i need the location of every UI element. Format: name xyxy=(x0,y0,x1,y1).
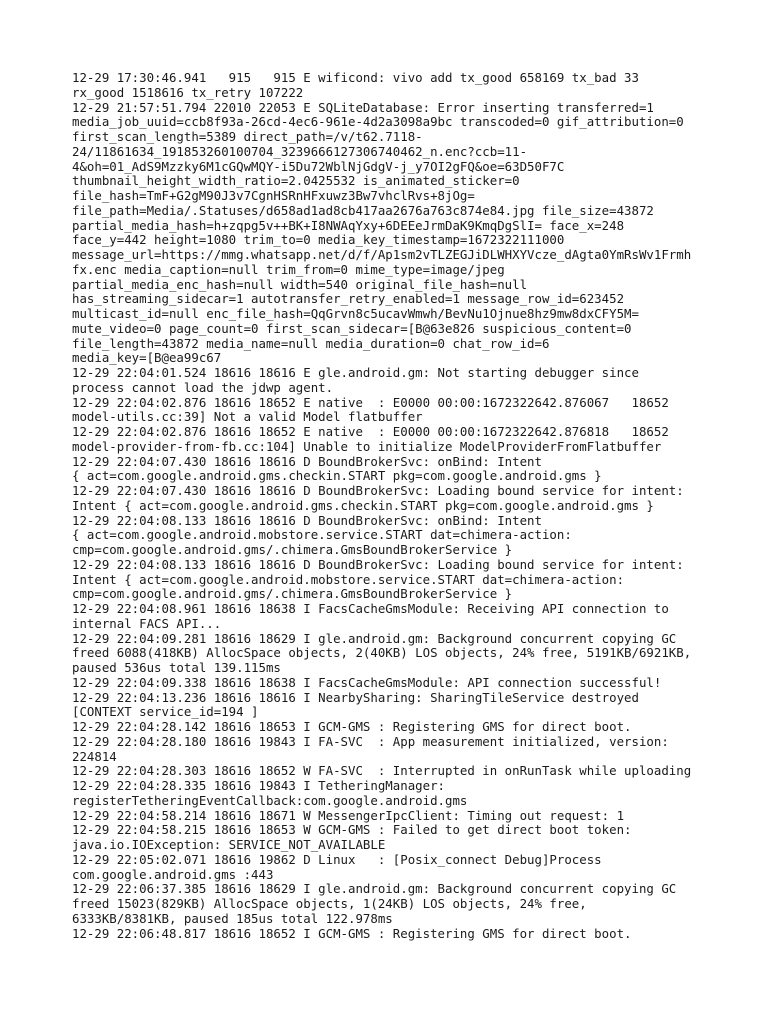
log-line: 12-29 22:04:02.876 18616 18652 E native : E0000 00:00:1672322642.876067 18652 xyxy=(72,394,669,410)
log-line: model-utils.cc:39] Not a valid Model flatbuffer xyxy=(72,409,423,425)
log-line: 4&oh=01_AdS9Mzzky6M1cGQwMQY-i5Du72WblNjGdgV-j_y7OI2gFQ&oe=63D50F7C xyxy=(72,158,565,174)
log-line: process cannot load the jdwp agent. xyxy=(72,379,334,395)
log-line: 12-29 22:06:37.385 18616 18629 I gle.android.gm: Background concurrent copying GC xyxy=(72,881,677,897)
log-line: 12-29 22:04:08.133 18616 18616 D BoundBrokerSvc: onBind: Intent xyxy=(72,512,542,528)
log-line: 12-29 22:04:08.133 18616 18616 D BoundBrokerSvc: Loading bound service for intent: xyxy=(72,556,684,572)
log-line: registerTetheringEventCallback:com.google.android.gms xyxy=(72,792,468,808)
log-line: partial_media_hash=h+zqpg5v++BK+I8NWAqYxy+6DEEeJrmDaK9KmqDgSlI= face_x=248 xyxy=(72,217,625,233)
log-line: 12-29 22:04:07.430 18616 18616 D BoundBrokerSvc: onBind: Intent xyxy=(72,453,542,469)
log-line: 12-29 22:04:01.524 18616 18616 E gle.android.gm: Not starting debugger since xyxy=(72,365,639,380)
log-line: multicast_id=null enc_file_hash=QqGrvn8c5ucavWmwh/BevNu1Ojnue8hz9mw8dxCFY5M= xyxy=(72,306,639,321)
log-line: { act=com.google.android.gms.checkin.START pkg=com.google.android.gms } xyxy=(72,468,602,484)
log-line: 12-29 22:04:58.214 18616 18671 W MessengerIpcClient: Timing out request: 1 xyxy=(72,807,625,823)
log-line: { act=com.google.android.mobstore.service.START dat=chimera-action: xyxy=(72,527,572,543)
log-line: has_streaming_sidecar=1 autotransfer_retry_enabled=1 message_row_id=623452 xyxy=(72,291,625,307)
log-line: thumbnail_height_width_ratio=2.0425532 is_animated_sticker=0 xyxy=(72,173,520,189)
log-line: mute_video=0 page_count=0 first_scan_sidecar=[B@63e826 suspicious_content=0 xyxy=(72,320,632,336)
log-page xyxy=(72,71,762,941)
log-line: 6333KB/8381KB, paused 185us total 122.978ms xyxy=(72,910,393,926)
log-line: Intent { act=com.google.android.mobstore.service.START dat=chimera-action: xyxy=(72,571,625,587)
log-line: first_scan_length=5389 direct_path=/v/t62.7118- xyxy=(72,129,423,144)
log-line: 12-29 22:04:28.142 18616 18653 I GCM-GMS : Registering GMS for direct boot. xyxy=(72,719,632,734)
log-line: internal FACS API... xyxy=(72,615,222,631)
log-line: cmp=com.google.android.gms/.chimera.GmsBoundBrokerService } xyxy=(72,542,513,557)
log-line: 12-29 22:04:28.335 18616 19843 I TetheringManager: xyxy=(72,778,445,793)
log-line: file_hash=TmF+G2gM90J3v7CgnHSRnHFxuwz3Bw7vhclRvs+8jOg= xyxy=(72,188,475,203)
log-line: model-provider-from-fb.cc:104] Unable to initialize ModelProviderFromFlatbuffer xyxy=(72,438,662,454)
log-line: partial_media_enc_hash=null width=540 original_file_hash=null xyxy=(72,276,528,292)
log-line: 12-29 22:04:28.303 18616 18652 W FA-SVC : Interrupted in onRunTask while uploading xyxy=(72,763,692,779)
log-line: message_url=https://mmg.whatsapp.net/d/f/Ap1sm2vTLZEGJiDLWHXYVcze_dAgta0YmRsWv1Frmh xyxy=(72,247,692,262)
log-line: 224814 xyxy=(72,748,117,764)
log-line: 12-29 17:30:46.941 915 915 E wificond: vivo add tx_good 658169 tx_bad 33 xyxy=(72,70,639,85)
log-line: media_key=[B@ea99c67 xyxy=(72,350,222,366)
log-line: Intent { act=com.google.android.gms.checkin.START pkg=com.google.android.gms } xyxy=(72,497,654,513)
log-line: [CONTEXT service_id=194 ] xyxy=(72,704,259,720)
log-line: 12-29 22:04:07.430 18616 18616 D BoundBrokerSvc: Loading bound service for intent: xyxy=(72,483,684,498)
log-line: 12-29 22:05:02.071 18616 19862 D Linux : [Posix_connect Debug]Process xyxy=(72,851,602,867)
log-line: freed 15023(829KB) AllocSpace objects, 1(24KB) LOS objects, 24% free, xyxy=(72,896,587,911)
log-line: com.google.android.gms :443 xyxy=(72,866,274,882)
log-line: 12-29 22:04:09.338 18616 18638 I FacsCacheGmsModule: API connection successful! xyxy=(72,674,662,690)
log-line: rx_good 1518616 tx_retry 107222 xyxy=(72,84,304,100)
log-line: 12-29 22:04:13.236 18616 18616 I NearbySharing: SharingTileService destroyed xyxy=(72,689,639,705)
log-line: 12-29 22:04:28.180 18616 19843 I FA-SVC : App measurement initialized, version: xyxy=(72,733,669,749)
log-line: 24/11861634_191853260100704_3239666127306740462_n.enc?ccb=11- xyxy=(72,143,528,159)
log-line: media_job_uuid=ccb8f93a-26cd-4ec6-961e-4d2a3098a9bc transcoded=0 gif_attribution=0 xyxy=(72,114,684,130)
log-line: 12-29 22:06:48.817 18616 18652 I GCM-GMS : Registering GMS for direct boot. xyxy=(72,925,632,941)
log-line: 12-29 21:57:51.794 22010 22053 E SQLiteDatabase: Error inserting transferred=1 xyxy=(72,99,654,115)
log-line: paused 536us total 139.115ms xyxy=(72,660,281,675)
log-line: cmp=com.google.android.gms/.chimera.GmsBoundBrokerService } xyxy=(72,586,513,602)
log-line: face_y=442 height=1080 trim_to=0 media_key_timestamp=1672322111000 xyxy=(72,232,565,248)
log-line: 12-29 22:04:58.215 18616 18653 W GCM-GMS : Failed to get direct boot token: xyxy=(72,822,632,838)
log-line: java.io.IOException: SERVICE_NOT_AVAILABLE xyxy=(72,837,386,852)
log-line: 12-29 22:04:09.281 18616 18629 I gle.android.gm: Background concurrent copying GC xyxy=(72,630,677,646)
log-line: 12-29 22:04:08.961 18616 18638 I FacsCacheGmsModule: Receiving API connection to xyxy=(72,601,669,616)
log-line: file_path=Media/.Statuses/d658ad1ad8cb417aa2676a763c874e84.jpg file_size=43872 xyxy=(72,202,654,218)
log-line: fx.enc media_caption=null trim_from=0 mime_type=image/jpeg xyxy=(72,261,505,277)
log-line: freed 6088(418KB) AllocSpace objects, 2(40KB) LOS objects, 24% free, 5191KB/6921KB, xyxy=(72,645,692,661)
log-line: 12-29 22:04:02.876 18616 18652 E native : E0000 00:00:1672322642.876818 18652 xyxy=(72,424,669,439)
log-line: file_length=43872 media_name=null media_duration=0 chat_row_id=6 xyxy=(72,335,550,351)
